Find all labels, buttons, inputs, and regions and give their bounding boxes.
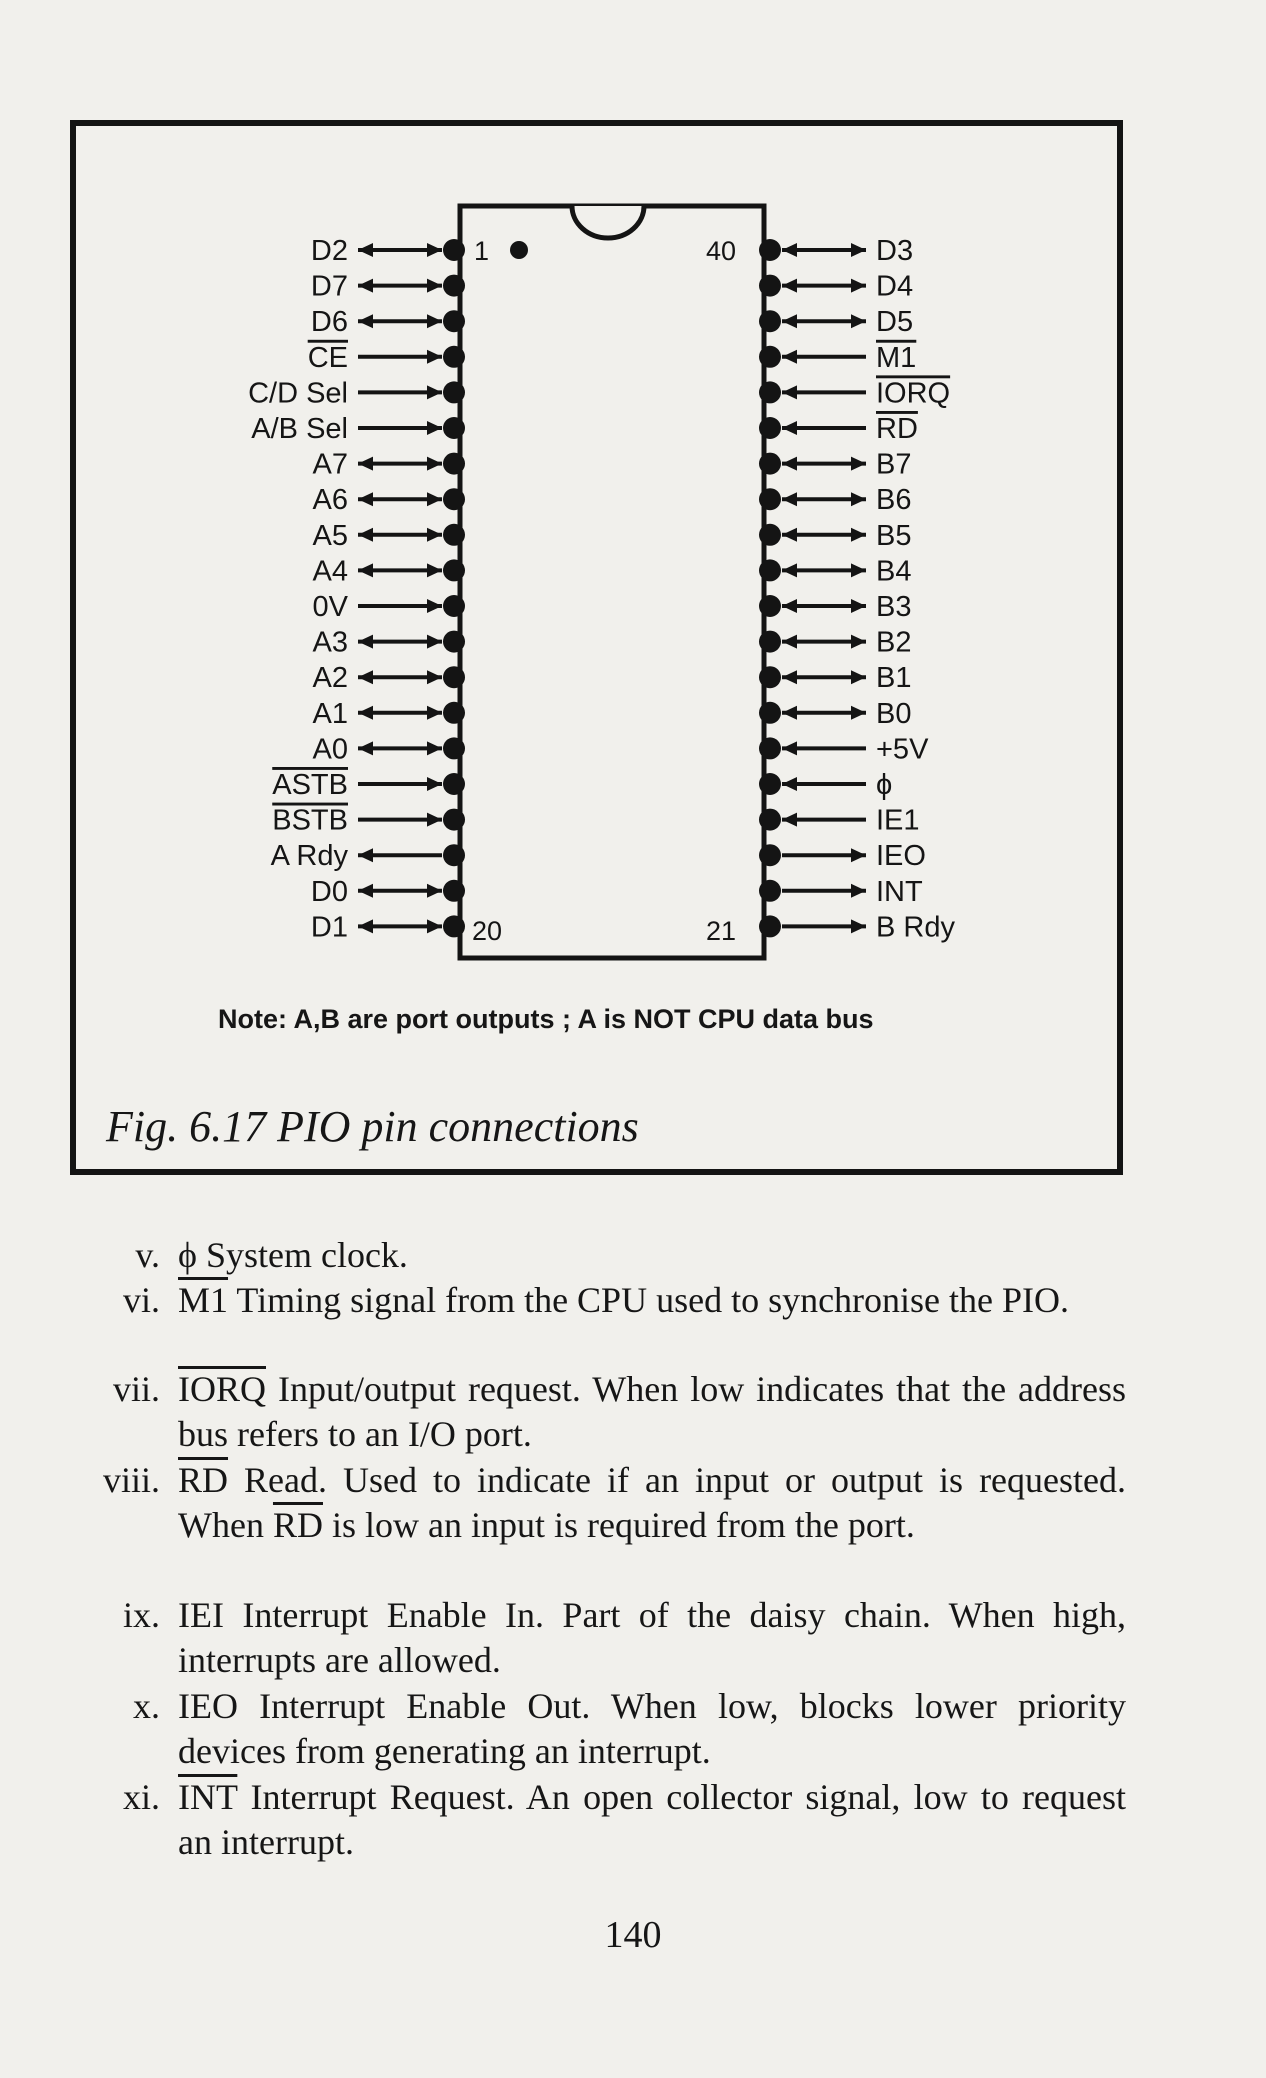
- pin-dot: [759, 453, 781, 475]
- pin-dot: [443, 844, 465, 866]
- pin-arrowhead: [782, 279, 797, 293]
- pin-label-b3: B3: [876, 591, 912, 623]
- list-item-number: ix.: [122, 1595, 160, 1635]
- pin-arrowhead: [851, 563, 866, 577]
- pin-dot: [443, 346, 465, 368]
- pin-label-a-b-sel: A/B Sel: [251, 413, 348, 445]
- list-item-number: x.: [133, 1686, 160, 1726]
- pin-arrowhead: [851, 528, 866, 542]
- pin-arrowhead: [427, 421, 442, 435]
- left-pin-d7: [311, 271, 465, 303]
- left-pin-0v: [313, 591, 465, 623]
- pin-dot: [759, 666, 781, 688]
- signal-name: $\overline{INT}$: [178, 1777, 238, 1817]
- right-pin-ie1: [759, 805, 920, 837]
- list-item-number: v.: [135, 1235, 160, 1275]
- signal-name: $\overline{RD}$: [272, 1505, 323, 1545]
- pin-label-a3: A3: [312, 626, 348, 659]
- pin-arrowhead: [358, 670, 373, 684]
- pin-arrowhead: [358, 706, 373, 720]
- list-item: [0, 1684, 1266, 1774]
- pin-arrowhead: [427, 813, 442, 827]
- list-item-text: [178, 1458, 1126, 1548]
- right-pin-b2: [759, 627, 911, 659]
- pin-label-c-d-sel: C/D Sel: [248, 377, 348, 410]
- pin-arrowhead: [427, 919, 442, 933]
- pin-arrowhead: [782, 528, 797, 542]
- signal-description: Interrupt Request. An open collector signal, low to request an interrupt.: [178, 1777, 1126, 1862]
- pin-label-a5: A5: [312, 519, 348, 552]
- list-item-number: viii.: [102, 1460, 160, 1500]
- pin-label-phi: ϕ: [876, 769, 893, 801]
- left-pin-a2: [313, 662, 465, 694]
- list-item: [0, 1233, 1266, 1278]
- pin-label-astb: ASTB: [272, 769, 348, 801]
- pin-dot: [759, 488, 781, 510]
- pin1-marker-dot: [510, 241, 528, 259]
- figure-frame: [70, 120, 1123, 1175]
- pin-arrowhead: [358, 563, 373, 577]
- signal-name: $\overline{RD}$: [178, 1460, 229, 1500]
- pin-dot: [443, 702, 465, 724]
- pin-arrowhead: [358, 314, 373, 328]
- signal-description: Input/output request. When low indicates that the address bus refers to an I/O port.: [178, 1369, 1126, 1454]
- pin1-number: 1: [474, 236, 490, 266]
- pin-arrowhead: [427, 670, 442, 684]
- signal-description: Interrupt Enable In. Part of the daisy chain. When high, interrupts are allowed.: [178, 1595, 1126, 1680]
- left-pin-a7: [313, 449, 465, 481]
- list-item-text: [178, 1367, 1126, 1457]
- pin-arrowhead: [427, 777, 442, 791]
- right-pin-b0: [759, 698, 911, 730]
- pin-label-a-rdy: A Rdy: [270, 840, 348, 873]
- right-pin-int: [759, 876, 923, 908]
- left-pin-a-b-sel: [251, 413, 465, 445]
- pin-arrowhead: [782, 813, 797, 827]
- right-pin-iorq: [759, 377, 950, 409]
- pin-label-rd: RD: [876, 413, 918, 445]
- pin-arrowhead: [427, 350, 442, 364]
- pin-dot: [759, 915, 781, 937]
- pin-label-a2: A2: [312, 662, 348, 695]
- pin-label-d4: D4: [876, 270, 914, 303]
- pin-label-d3: D3: [876, 235, 914, 267]
- signal-name: ϕ: [178, 1235, 197, 1275]
- pin-label-bstb: BSTB: [272, 804, 348, 837]
- figure-note: Note: A,B are port outputs ; A is NOT CPU data bus: [218, 1004, 874, 1034]
- pin-arrowhead: [358, 243, 373, 257]
- page-number: 140: [604, 1914, 662, 1956]
- list-item-text: [178, 1278, 1126, 1323]
- pin-arrowhead: [851, 457, 866, 471]
- pin-arrowhead: [851, 706, 866, 720]
- left-pin-a3: [313, 627, 465, 659]
- list-item: [0, 1367, 1266, 1457]
- pin-label-0v: 0V: [312, 591, 348, 623]
- pin-dot: [759, 310, 781, 332]
- pin-dot: [443, 737, 465, 759]
- pin-arrowhead: [782, 706, 797, 720]
- pin-label-a1: A1: [312, 697, 348, 730]
- list-item-text: [178, 1684, 1126, 1774]
- left-pin-d1: [311, 911, 465, 943]
- pin-label-ie1: IE1: [876, 804, 920, 837]
- pin-label-iorq: IORQ: [876, 377, 951, 410]
- pin-arrowhead: [851, 919, 866, 933]
- pin-label-b5: B5: [876, 519, 912, 552]
- pin-arrowhead: [358, 279, 373, 293]
- pins-layer: [248, 235, 955, 943]
- pin-arrowhead: [427, 385, 442, 399]
- pin-arrowhead: [782, 421, 797, 435]
- left-pin-bstb: [272, 805, 465, 837]
- pin-dot: [759, 880, 781, 902]
- signal-description: is low an input is required from the port.: [322, 1505, 915, 1545]
- pin-arrowhead: [782, 350, 797, 364]
- pin-arrowhead: [427, 314, 442, 328]
- pin-arrowhead: [851, 848, 866, 862]
- pin-arrowhead: [851, 884, 866, 898]
- pin-dot: [759, 381, 781, 403]
- pin-arrowhead: [358, 635, 373, 649]
- pin-dot: [759, 559, 781, 581]
- signal-name: IORQ: [178, 1369, 266, 1409]
- pin-arrowhead: [358, 741, 373, 755]
- right-pin-ieo: [759, 840, 926, 872]
- pin-arrowhead: [782, 243, 797, 257]
- pin-arrowhead: [358, 919, 373, 933]
- left-pin-ce: [308, 342, 465, 374]
- pin-label-b-rdy: B Rdy: [876, 911, 955, 944]
- pin-arrowhead: [782, 599, 797, 613]
- pin-arrowhead: [782, 492, 797, 506]
- pin-arrowhead: [358, 492, 373, 506]
- pin20-number: 20: [472, 916, 503, 946]
- pin-arrowhead: [782, 777, 797, 791]
- pin-arrowhead: [358, 528, 373, 542]
- pin-label-a4: A4: [312, 555, 348, 588]
- left-pin-a4: [313, 555, 465, 587]
- pin-label-b4: B4: [876, 555, 912, 588]
- pin-arrowhead: [782, 385, 797, 399]
- pin-dot: [759, 809, 781, 831]
- pin-dot: [443, 666, 465, 688]
- list-item: [0, 1458, 1266, 1593]
- pin-label-a6: A6: [312, 484, 348, 517]
- right-pin-b3: [759, 591, 911, 623]
- list-item-number: xi.: [122, 1777, 160, 1817]
- pin-arrowhead: [358, 884, 373, 898]
- right-pin-b7: [759, 449, 911, 481]
- pin-arrowhead: [358, 848, 373, 862]
- pin40-number: 40: [706, 236, 737, 266]
- list-item-number: vii.: [112, 1369, 160, 1409]
- signal-description: Interrupt Enable Out. When low, blocks lower priority devices from generating an interrupt.: [178, 1686, 1126, 1771]
- left-pin-a-rdy: [271, 840, 465, 872]
- pin21-number: 21: [706, 916, 737, 946]
- pin-dot: [443, 809, 465, 831]
- pin-dot: [759, 346, 781, 368]
- pin-arrowhead: [427, 741, 442, 755]
- pin-label-d0: D0: [310, 875, 348, 908]
- pin-arrowhead: [782, 457, 797, 471]
- pin-dot: [759, 737, 781, 759]
- list-item-text: [178, 1233, 1126, 1278]
- right-pin-b5: [759, 520, 911, 552]
- figure-caption: Fig. 6.17 PIO pin connections: [106, 1102, 639, 1151]
- left-pin-a6: [313, 484, 465, 516]
- pin-dot: [759, 239, 781, 261]
- pin-arrowhead: [427, 635, 442, 649]
- pin-label-d6: D6: [310, 306, 348, 339]
- signal-name: IEI: [178, 1595, 224, 1635]
- pin-dot: [759, 844, 781, 866]
- pin-dot: [759, 275, 781, 297]
- signal-description: Read. Used to indicate if an input or output is requested. When: [178, 1460, 1126, 1545]
- pin-dot: [443, 310, 465, 332]
- pin-dot: [443, 275, 465, 297]
- pin-arrowhead: [427, 528, 442, 542]
- left-pin-a0: [313, 733, 465, 765]
- pin-dot: [443, 417, 465, 439]
- pin-label-d2: D2: [310, 235, 348, 267]
- pin-label-b1: B1: [876, 662, 912, 695]
- pin-dot: [443, 488, 465, 510]
- left-pin-d6: [311, 306, 465, 338]
- pin-label-a7: A7: [312, 448, 348, 481]
- pin-label-b0: B0: [876, 697, 912, 730]
- right-pin-b1: [759, 662, 911, 694]
- right-pin-m1: [759, 342, 916, 374]
- pin-arrowhead: [782, 314, 797, 328]
- pin-dot: [759, 631, 781, 653]
- pin-dot: [443, 524, 465, 546]
- left-pin-d2: [311, 235, 465, 267]
- list-item: [0, 1593, 1266, 1683]
- pin-dot: [443, 880, 465, 902]
- pin-dot: [759, 595, 781, 617]
- list-item-number: vi.: [122, 1280, 160, 1320]
- list-item: [0, 1775, 1266, 1865]
- pin-arrowhead: [427, 599, 442, 613]
- pin-label-ieo: IEO: [876, 840, 926, 873]
- pin-arrowhead: [427, 492, 442, 506]
- pin-dot: [759, 702, 781, 724]
- pin-label-int: INT: [876, 875, 923, 908]
- pin-arrowhead: [851, 492, 866, 506]
- left-pin-astb: [272, 769, 465, 801]
- signal-name: IEO: [178, 1686, 238, 1726]
- pin-dot: [443, 239, 465, 261]
- right-pin-b4: [759, 555, 911, 587]
- pin-dot: [443, 453, 465, 475]
- pin-arrowhead: [427, 563, 442, 577]
- right-pin-d5: [759, 306, 913, 338]
- right-pin-b-rdy: [759, 911, 955, 943]
- pin-label-d7: D7: [310, 270, 348, 303]
- right-pin-rd: [759, 413, 918, 445]
- pin-label-a0: A0: [312, 733, 348, 766]
- list-item-text: [178, 1775, 1126, 1865]
- pin-label-d1: D1: [310, 911, 348, 944]
- pin-dot: [443, 595, 465, 617]
- left-pin-c-d-sel: [248, 377, 465, 409]
- pin-dot: [759, 773, 781, 795]
- pin-dot: [443, 915, 465, 937]
- pin-label-b2: B2: [876, 626, 912, 659]
- pin-arrowhead: [851, 599, 866, 613]
- chip-body: [460, 206, 764, 958]
- pin-arrowhead: [851, 243, 866, 257]
- pin-label-b7: B7: [876, 448, 912, 481]
- signal-name: M1: [178, 1280, 229, 1320]
- left-pin-d0: [311, 876, 465, 908]
- pin-label-d5: D5: [876, 306, 914, 339]
- pin-dot: [759, 524, 781, 546]
- pin-arrowhead: [427, 706, 442, 720]
- list-item: [0, 1278, 1266, 1368]
- pin-arrowhead: [851, 670, 866, 684]
- left-pin-a1: [313, 698, 465, 730]
- pin-arrowhead: [427, 279, 442, 293]
- right-pin-b6: [759, 484, 911, 516]
- pin-arrowhead: [851, 314, 866, 328]
- pin-dot: [759, 417, 781, 439]
- pin-dot: [443, 559, 465, 581]
- right-pin-5v: [759, 733, 929, 765]
- pin-dot: [443, 631, 465, 653]
- chip-notch: [572, 206, 644, 238]
- right-pin-d4: [759, 271, 913, 303]
- pin-arrowhead: [782, 670, 797, 684]
- signal-description: System clock.: [196, 1235, 408, 1275]
- pin-dot: [443, 773, 465, 795]
- pin-arrowhead: [358, 457, 373, 471]
- pin-arrowhead: [427, 884, 442, 898]
- pin-arrowhead: [782, 563, 797, 577]
- right-pin-phi: [759, 769, 892, 801]
- pin-label-b6: B6: [876, 484, 912, 517]
- pin-arrowhead: [782, 635, 797, 649]
- pin-label-5v: +5V: [876, 733, 929, 766]
- left-pin-a5: [313, 520, 465, 552]
- list-item-text: [178, 1593, 1126, 1683]
- pin-dot: [443, 381, 465, 403]
- pin-label-m1: M1: [876, 341, 917, 374]
- signal-description: Timing signal from the CPU used to synchronise the PIO.: [228, 1280, 1070, 1320]
- pin-label-ce: CE: [307, 341, 348, 374]
- pin-arrowhead: [782, 741, 797, 755]
- pin-arrowhead: [427, 243, 442, 257]
- pin-arrowhead: [851, 279, 866, 293]
- right-pin-d3: [759, 235, 913, 267]
- pin-arrowhead: [851, 635, 866, 649]
- pin-arrowhead: [427, 457, 442, 471]
